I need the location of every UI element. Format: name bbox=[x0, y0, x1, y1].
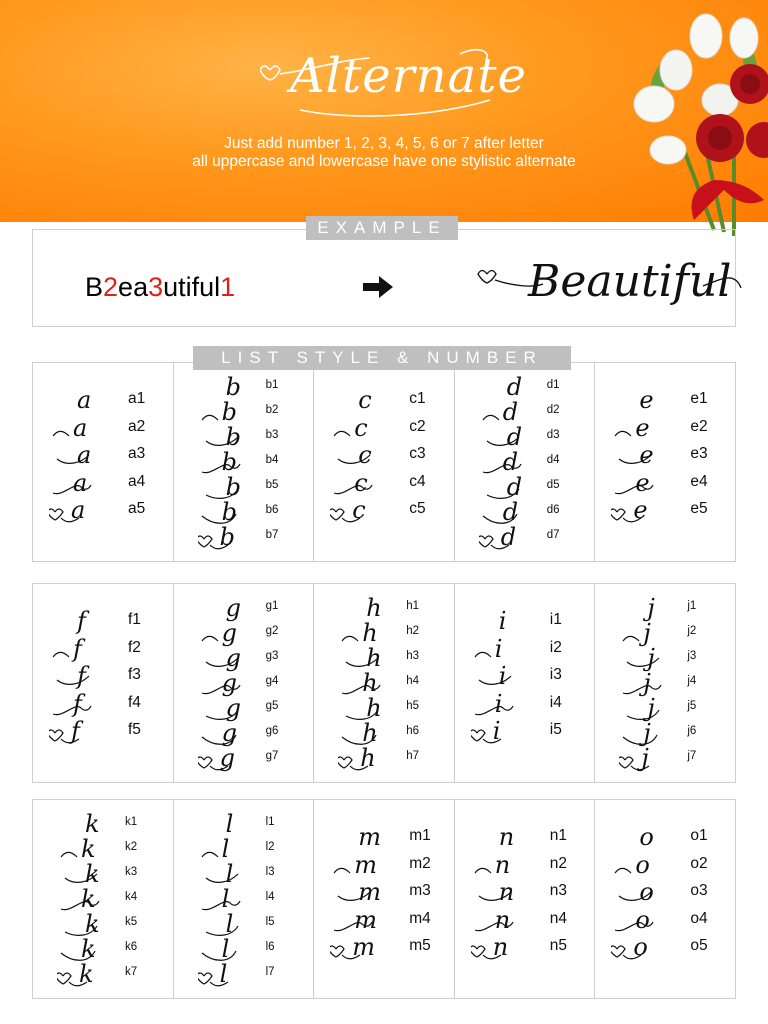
alternate-glyph: l bbox=[221, 885, 230, 913]
alternate-code-label: o5 bbox=[690, 937, 708, 954]
alternate-glyph: d bbox=[502, 448, 519, 476]
alternate-code-label: m4 bbox=[409, 909, 431, 927]
swash-decoration-icon bbox=[473, 643, 517, 667]
alternate-code-label: g2 bbox=[265, 625, 279, 637]
swash-decoration-icon bbox=[51, 643, 95, 667]
alternate-glyph: d bbox=[506, 423, 523, 451]
alternate-code-label: b7 bbox=[265, 529, 279, 541]
alternate-glyph: k bbox=[85, 810, 100, 838]
alternate-code-label: j7 bbox=[687, 750, 697, 762]
alternate-code-label: n4 bbox=[549, 909, 568, 927]
alternate-glyph: h bbox=[366, 694, 382, 722]
alternate-code-label: j4 bbox=[687, 675, 697, 687]
alternate-code-label: n2 bbox=[549, 854, 568, 872]
alternate-code-label: b3 bbox=[265, 429, 279, 441]
swash-decoration-icon bbox=[338, 752, 382, 776]
alternate-glyph: f bbox=[77, 607, 86, 635]
alternate-glyph: a bbox=[73, 413, 88, 442]
alternate-code-label: j6 bbox=[687, 725, 697, 737]
list-style-label: LIST STYLE & NUMBER bbox=[193, 346, 571, 370]
alternate-glyph: i bbox=[494, 634, 503, 663]
glyph-cell-f bbox=[33, 584, 174, 782]
alternate-glyph: e bbox=[635, 413, 650, 442]
alternate-code-label: b4 bbox=[265, 454, 279, 466]
alternate-glyph: h bbox=[366, 594, 382, 622]
alternate-glyph: l bbox=[219, 960, 228, 988]
alternate-glyph: d bbox=[506, 373, 523, 401]
alternate-glyph: b bbox=[219, 523, 235, 551]
alternate-glyph: m bbox=[352, 933, 375, 961]
alternate-glyph: o bbox=[639, 823, 654, 851]
alternate-glyph: c bbox=[354, 413, 368, 442]
alternate-glyph: e bbox=[633, 496, 648, 524]
alternate-glyph: n bbox=[498, 878, 515, 906]
title-text: Alternate bbox=[290, 48, 527, 104]
alternate-code-label: d1 bbox=[546, 379, 560, 391]
swash-decoration-icon bbox=[49, 725, 93, 749]
alternate-code-label: l6 bbox=[265, 941, 275, 953]
example-number: 3 bbox=[148, 272, 164, 302]
alternate-code-label: f1 bbox=[128, 611, 141, 628]
alternate-code-label: f4 bbox=[128, 693, 141, 711]
swash-decoration-icon bbox=[471, 725, 515, 749]
alternate-code-label: h6 bbox=[406, 725, 419, 737]
swash-decoration-icon bbox=[200, 893, 244, 917]
alternate-code-label: j5 bbox=[687, 700, 697, 712]
alternate-code-label: i2 bbox=[549, 638, 562, 656]
alternate-glyph: k bbox=[81, 935, 96, 963]
glyph-cell-a bbox=[33, 363, 174, 561]
alternate-code-label: g5 bbox=[265, 700, 279, 712]
alternate-code-label: g3 bbox=[265, 650, 279, 662]
alternate-glyph: j bbox=[647, 694, 655, 722]
glyph-grid-row-2 bbox=[32, 583, 736, 783]
alternate-glyph: i bbox=[492, 717, 501, 745]
alternate-glyph: o bbox=[635, 905, 650, 934]
alternate-code-label: e3 bbox=[690, 445, 708, 462]
alternate-code-label: c2 bbox=[409, 417, 426, 435]
alternate-glyph: j bbox=[643, 619, 651, 647]
swash-decoration-icon bbox=[49, 504, 93, 528]
alternate-glyph: b bbox=[221, 498, 237, 526]
alternate-glyph: j bbox=[643, 669, 651, 697]
alternate-code-label: i3 bbox=[549, 666, 562, 683]
alternate-code-label: m5 bbox=[409, 937, 431, 954]
alternate-code-label: h5 bbox=[406, 700, 419, 712]
alternate-glyph: g bbox=[225, 644, 241, 672]
alternate-code-label: n3 bbox=[549, 882, 568, 899]
alternate-code-label: k5 bbox=[125, 916, 138, 928]
swash-decoration-icon bbox=[330, 504, 374, 528]
alternate-glyph: k bbox=[81, 835, 96, 863]
glyph-cell-j bbox=[595, 584, 735, 782]
alternate-glyph: a bbox=[73, 468, 88, 497]
alternate-glyph: m bbox=[354, 850, 377, 879]
alternate-glyph: l bbox=[225, 910, 234, 938]
alternate-glyph: d bbox=[506, 473, 523, 501]
alternate-code-label: l1 bbox=[265, 816, 275, 828]
glyph-cell-i bbox=[455, 584, 596, 782]
swash-decoration-icon bbox=[479, 531, 523, 555]
swash-decoration-icon bbox=[200, 843, 244, 867]
swash-decoration-icon bbox=[611, 941, 655, 965]
alternate-code-label: i4 bbox=[549, 693, 562, 711]
alternate-code-label: l2 bbox=[265, 841, 275, 853]
example-input bbox=[85, 272, 235, 303]
alternate-glyph: a bbox=[77, 386, 92, 414]
alternate-code-label: a1 bbox=[128, 390, 146, 407]
subtitle-line-1: Just add number 1, 2, 3, 4, 5, 6 or 7 after letter bbox=[224, 135, 544, 152]
alternate-code-label: e2 bbox=[690, 417, 708, 435]
alternate-code-label: m2 bbox=[409, 854, 431, 872]
alternate-glyph: d bbox=[502, 498, 519, 526]
alternate-glyph: f bbox=[71, 717, 80, 745]
alternate-code-label: d4 bbox=[546, 454, 560, 466]
swash-decoration-icon bbox=[621, 627, 665, 651]
title-logo bbox=[260, 40, 527, 130]
alternate-code-label: f5 bbox=[128, 721, 141, 738]
alternate-glyph: n bbox=[494, 905, 511, 934]
example-number: 2 bbox=[103, 272, 119, 302]
alternate-code-label: e1 bbox=[690, 390, 708, 407]
swash-decoration-icon bbox=[57, 968, 101, 992]
alternate-glyph: k bbox=[79, 960, 94, 988]
glyph-grid-row-3 bbox=[32, 799, 736, 999]
alternate-code-label: g4 bbox=[265, 675, 279, 687]
alternate-code-label: g6 bbox=[265, 725, 279, 737]
alternate-glyph: c bbox=[352, 496, 366, 524]
alternate-glyph: c bbox=[354, 468, 368, 497]
alternate-code-label: h4 bbox=[406, 675, 419, 687]
alternate-code-label: f3 bbox=[128, 666, 141, 683]
alternate-code-label: d5 bbox=[546, 479, 560, 491]
alternate-code-label: m3 bbox=[409, 882, 431, 899]
alternate-glyph: o bbox=[639, 878, 654, 906]
swash-decoration-icon bbox=[198, 968, 242, 992]
alternate-code-label: d2 bbox=[546, 404, 560, 416]
example-number: 1 bbox=[220, 272, 236, 302]
alternate-code-label: i1 bbox=[549, 611, 562, 628]
glyph-cell-h bbox=[314, 584, 455, 782]
alternate-glyph: c bbox=[358, 386, 372, 414]
alternate-glyph: k bbox=[81, 885, 96, 913]
alternate-code-label: a2 bbox=[128, 417, 146, 435]
alternate-glyph: o bbox=[633, 933, 648, 961]
alternate-code-label: b6 bbox=[265, 504, 279, 516]
alternate-glyph: b bbox=[225, 423, 241, 451]
alternate-code-label: a4 bbox=[128, 472, 146, 490]
glyph-cell-e bbox=[595, 363, 735, 561]
right-arrow-icon bbox=[361, 274, 395, 300]
alternate-glyph: l bbox=[225, 860, 234, 888]
alternate-glyph: h bbox=[362, 619, 378, 647]
example-letters: utiful bbox=[163, 272, 221, 302]
alternate-glyph: b bbox=[221, 398, 237, 426]
example-letters: ea bbox=[118, 272, 149, 302]
swash-decoration-icon bbox=[330, 941, 374, 965]
flower-bouquet-image bbox=[624, 0, 768, 240]
alternate-glyph: k bbox=[85, 910, 100, 938]
alternate-glyph: j bbox=[647, 594, 655, 622]
alternate-code-label: k3 bbox=[125, 866, 138, 878]
alternate-code-label: l3 bbox=[265, 866, 275, 878]
alternate-glyph: l bbox=[225, 810, 234, 838]
alternate-glyph: a bbox=[77, 441, 92, 469]
alternate-glyph: d bbox=[502, 398, 519, 426]
alternate-code-label: c5 bbox=[409, 500, 426, 517]
alternate-code-label: m1 bbox=[409, 827, 431, 844]
alternate-glyph: g bbox=[221, 719, 237, 747]
glyph-cell-g bbox=[174, 584, 315, 782]
alternate-glyph: e bbox=[639, 386, 654, 414]
example-box bbox=[32, 229, 736, 327]
alternate-glyph: k bbox=[85, 860, 100, 888]
alternate-glyph: n bbox=[494, 850, 511, 879]
alternate-code-label: d6 bbox=[546, 504, 560, 516]
alternate-code-label: g1 bbox=[265, 600, 279, 612]
alternate-glyph: m bbox=[354, 905, 377, 934]
alternate-code-label: k6 bbox=[125, 941, 138, 953]
alternate-code-label: h3 bbox=[406, 650, 419, 662]
alternate-glyph: a bbox=[71, 496, 86, 524]
swash-decoration-icon bbox=[611, 504, 655, 528]
alternate-code-label: b5 bbox=[265, 479, 279, 491]
swash-decoration-icon bbox=[198, 752, 242, 776]
alternate-glyph: i bbox=[498, 607, 507, 635]
alternate-code-label: k4 bbox=[125, 891, 138, 903]
alternate-glyph: n bbox=[498, 823, 515, 851]
alternate-glyph: g bbox=[221, 619, 237, 647]
alternate-glyph: j bbox=[641, 744, 649, 772]
alternate-glyph: l bbox=[221, 835, 230, 863]
alternate-code-label: c4 bbox=[409, 472, 426, 490]
alternate-code-label: i5 bbox=[549, 721, 562, 738]
swash-decoration-icon bbox=[621, 677, 665, 701]
alternate-glyph: h bbox=[362, 669, 378, 697]
alternate-glyph: h bbox=[362, 719, 378, 747]
alternate-glyph: n bbox=[492, 933, 509, 961]
alternate-code-label: n5 bbox=[549, 937, 568, 954]
alternate-code-label: h2 bbox=[406, 625, 419, 637]
alternate-glyph: c bbox=[358, 441, 372, 469]
alternate-code-label: o1 bbox=[690, 827, 708, 844]
alternate-glyph: g bbox=[225, 594, 241, 622]
example-letters: B bbox=[85, 272, 104, 302]
alternate-code-label: b1 bbox=[265, 379, 279, 391]
alternate-code-label: e4 bbox=[690, 472, 708, 490]
alternate-glyph: b bbox=[225, 473, 241, 501]
glyph-cell-n bbox=[455, 800, 596, 998]
alternate-glyph: e bbox=[639, 441, 654, 469]
alternate-code-label: l5 bbox=[265, 916, 275, 928]
glyph-cell-b bbox=[174, 363, 315, 561]
alternate-code-label: b2 bbox=[265, 404, 279, 416]
glyph-cell-c bbox=[314, 363, 455, 561]
alternate-code-label: d7 bbox=[546, 529, 560, 541]
alternate-glyph: h bbox=[366, 644, 382, 672]
alternate-code-label: k7 bbox=[125, 966, 138, 978]
glyph-grid-row-1 bbox=[32, 362, 736, 562]
alternate-glyph: o bbox=[635, 850, 650, 879]
alternate-code-label: o2 bbox=[690, 854, 708, 872]
alternate-glyph: d bbox=[500, 523, 517, 551]
alternate-code-label: h7 bbox=[406, 750, 419, 762]
alternate-code-label: o4 bbox=[690, 909, 708, 927]
alternate-code-label: k2 bbox=[125, 841, 138, 853]
alternate-code-label: k1 bbox=[125, 816, 138, 828]
glyph-cell-m bbox=[314, 800, 455, 998]
alternate-code-label: l4 bbox=[265, 891, 275, 903]
example-label: EXAMPLE bbox=[306, 216, 458, 240]
glyph-cell-k bbox=[33, 800, 174, 998]
glyph-cell-o bbox=[595, 800, 735, 998]
alternate-code-label: h1 bbox=[406, 600, 419, 612]
alternate-glyph: e bbox=[635, 468, 650, 497]
swash-decoration-icon bbox=[471, 941, 515, 965]
alternate-code-label: j3 bbox=[687, 650, 697, 662]
alternate-glyph: g bbox=[225, 694, 241, 722]
alternate-glyph: g bbox=[221, 669, 237, 697]
alternate-code-label: a3 bbox=[128, 445, 146, 462]
subtitle-line-2: all uppercase and lowercase have one stylistic alternate bbox=[192, 153, 576, 170]
alternate-glyph: m bbox=[358, 878, 381, 906]
alternate-glyph: j bbox=[643, 719, 651, 747]
alternate-glyph: f bbox=[73, 689, 82, 718]
alternate-code-label: l7 bbox=[265, 966, 275, 978]
glyph-cell-d bbox=[455, 363, 596, 561]
swash-decoration-icon bbox=[198, 531, 242, 555]
alternate-code-label: j1 bbox=[687, 600, 697, 612]
alternate-code-label: j2 bbox=[687, 625, 697, 637]
alternate-glyph: l bbox=[221, 935, 230, 963]
alternate-code-label: f2 bbox=[128, 638, 141, 656]
alternate-code-label: d3 bbox=[546, 429, 560, 441]
alternate-code-label: g7 bbox=[265, 750, 279, 762]
alternate-code-label: c1 bbox=[409, 390, 426, 407]
alternate-glyph: i bbox=[498, 662, 507, 690]
swash-decoration-icon bbox=[619, 752, 663, 776]
example-output bbox=[473, 248, 743, 318]
alternate-glyph: f bbox=[73, 634, 82, 663]
example-output-word: Beautiful bbox=[528, 256, 732, 307]
alternate-code-label: c3 bbox=[409, 445, 426, 462]
alternate-glyph: b bbox=[225, 373, 241, 401]
alternate-glyph: b bbox=[221, 448, 237, 476]
alternate-glyph: h bbox=[360, 744, 376, 772]
alternate-code-label: n1 bbox=[549, 827, 568, 844]
alternate-glyph: m bbox=[358, 823, 381, 851]
alternate-glyph: f bbox=[77, 662, 86, 690]
alternate-glyph: j bbox=[647, 644, 655, 672]
alternate-glyph: g bbox=[219, 744, 235, 772]
alternate-glyph: i bbox=[494, 689, 503, 718]
alternate-code-label: e5 bbox=[690, 500, 708, 517]
glyph-cell-l bbox=[174, 800, 315, 998]
alternate-code-label: o3 bbox=[690, 882, 708, 899]
alternate-code-label: a5 bbox=[128, 500, 146, 517]
